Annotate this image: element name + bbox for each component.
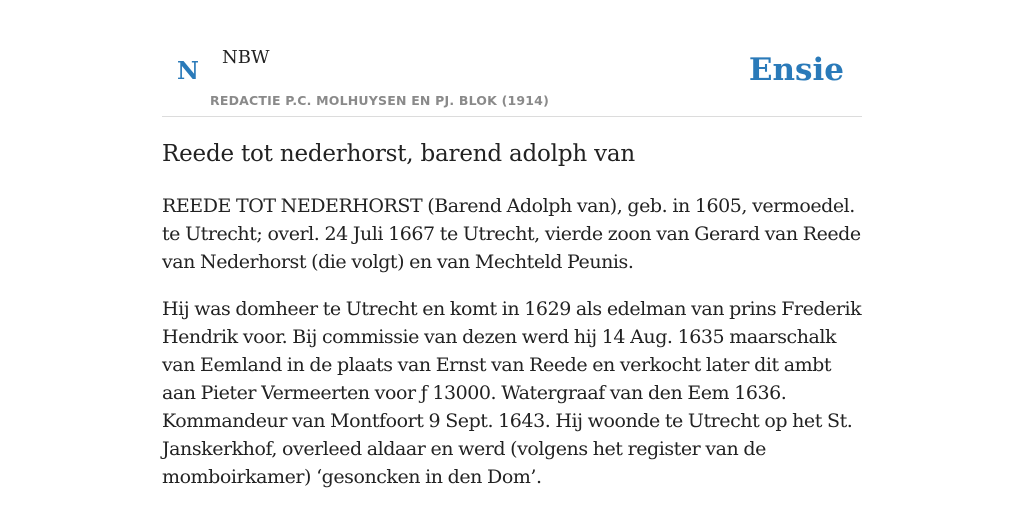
article-paragraph: REEDE TOT NEDERHORST (Barend Adolph van), geb. in 1605, vermoedel. te Utrecht; overl. 24 Juli 1667 te Utrecht, vierde zoon van Gerard van Reede van Nederhorst (die volgt) en van Mechteld Peunis.: [162, 195, 861, 273]
source-name[interactable]: NBW: [222, 47, 270, 68]
article: [162, 136, 862, 491]
source-subtitle: REDACTIE P.C. MOLHUYSEN EN PJ. BLOK (1914): [210, 93, 549, 108]
source-logo[interactable]: N: [177, 56, 199, 85]
article-paragraph: Hij was domheer te Utrecht en komt in 1629 als edelman van prins Frederik Hendrik voor. Bij commissie van dezen werd hij 14 Aug. 1635 maarschalk van Eemland in de plaats van Ernst van Reede en verkocht later dit ambt aan Pieter Vermeerten voor ƒ 13000. Watergraaf van den Eem 1636. Kommandeur van Montfoort 9 Sept. 1643. Hij woonde te Utrecht op het St. Janskerkhof, overleed aldaar en werd (volgens het register van de momboirkamer) ‘gesoncken in den Dom’.: [162, 298, 862, 488]
brand-logo[interactable]: Ensie: [748, 52, 844, 88]
article-title: Reede tot nederhorst, barend adolph van: [162, 141, 635, 167]
source-header: [162, 0, 862, 117]
